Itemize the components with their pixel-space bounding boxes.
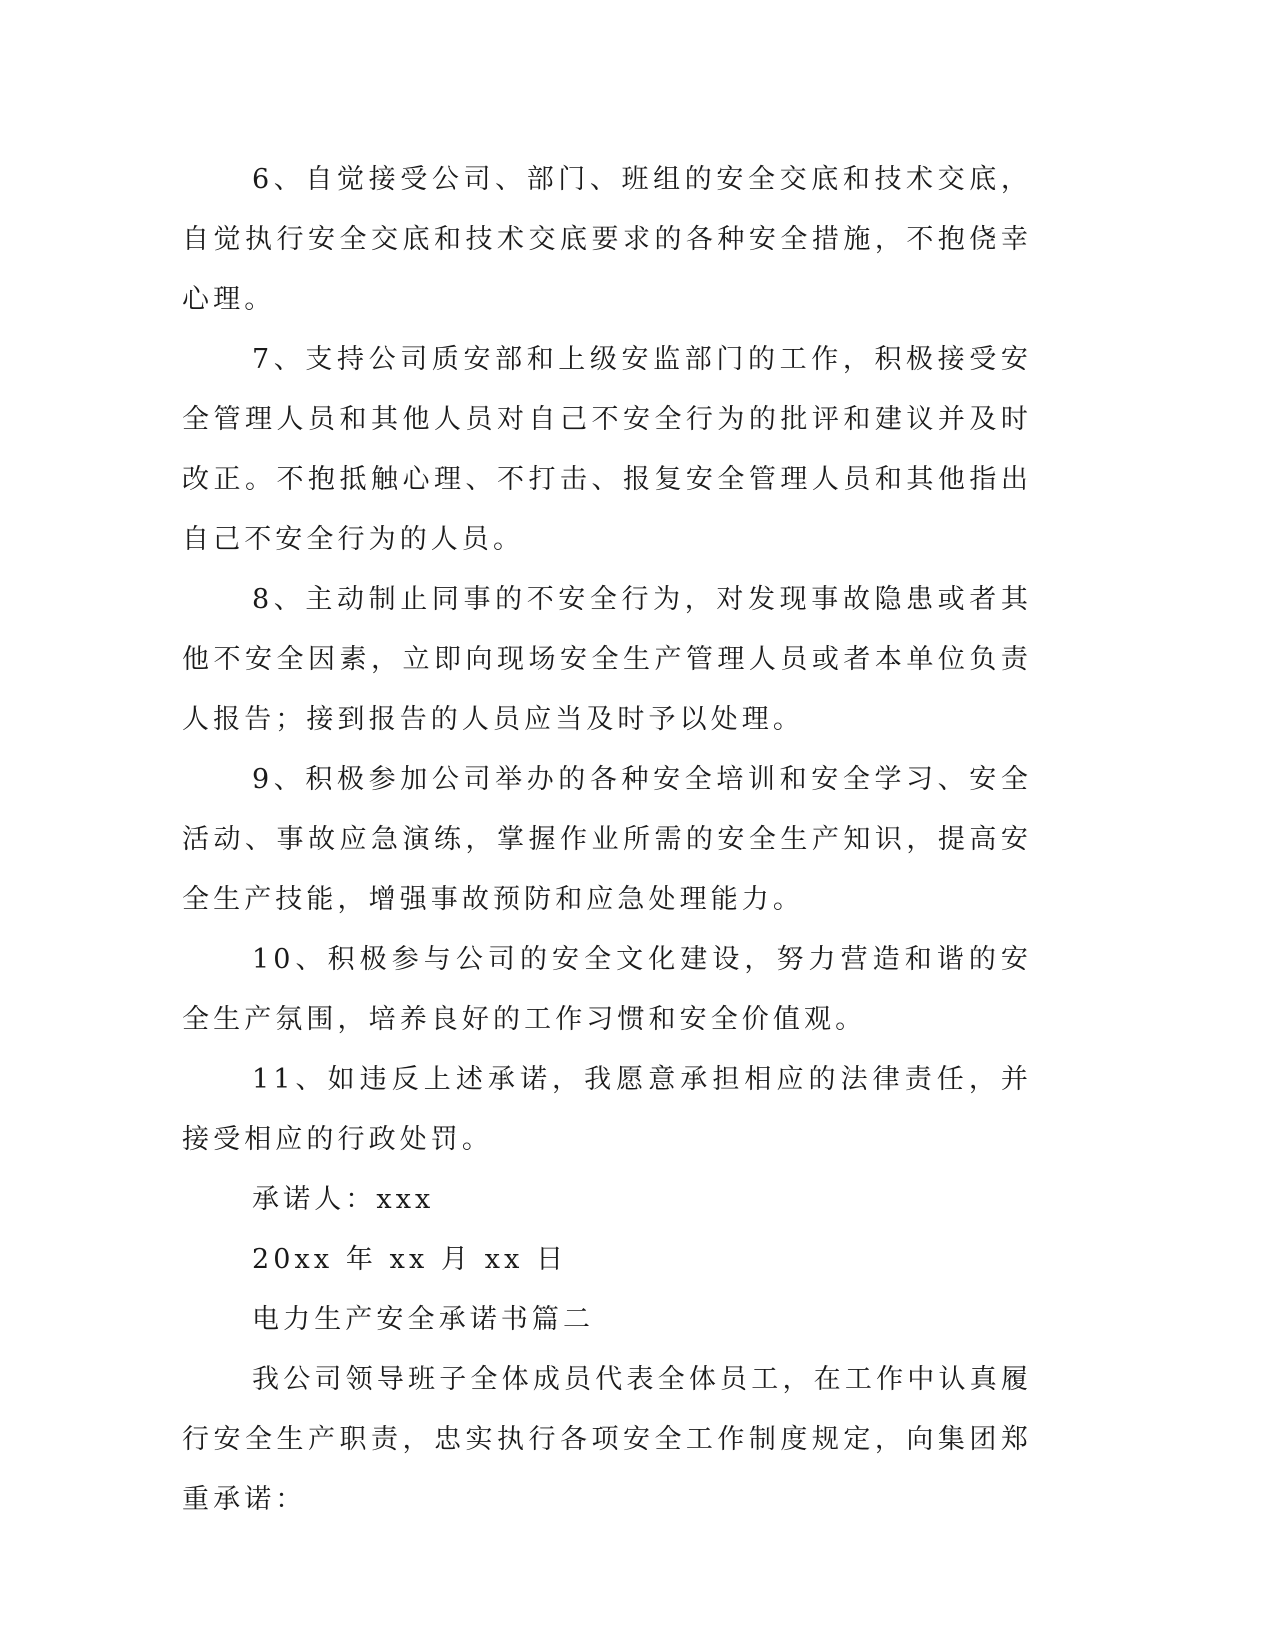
commitment-item-10: 10、积极参与公司的安全文化建设，努力营造和谐的安全生产氛围，培养良好的工作习惯和安全价值观。 (182, 944, 1032, 1035)
signer-line: 承诺人：xxx (252, 1184, 435, 1215)
commitment-item-7: 7、支持公司质安部和上级安监部门的工作，积极接受安全管理人员和其他人员对自己不安全行为的批评和建议并及时改正。不抱抵触心理、不打击、报复安全管理人员和其他指出自己不安全行为的人员。 (182, 344, 1032, 555)
commitment-item-9: 9、积极参加公司举办的各种安全培训和安全学习、安全活动、事故应急演练，掌握作业所需的安全生产知识，提高安全生产技能，增强事故预防和应急处理能力。 (182, 764, 1032, 915)
section-title: 电力生产安全承诺书篇二 (252, 1304, 595, 1335)
commitment-item-6: 6、自觉接受公司、部门、班组的安全交底和技术交底，自觉执行安全交底和技术交底要求的各种安全措施，不抱侥幸心理。 (182, 164, 1032, 315)
date-line: 20xx 年 xx 月 xx 日 (252, 1244, 568, 1275)
commitment-item-8: 8、主动制止同事的不安全行为，对发现事故隐患或者其他不安全因素，立即向现场安全生产管理人员或者本单位负责人报告；接到报告的人员应当及时予以处理。 (182, 584, 1032, 735)
section-intro-paragraph: 我公司领导班子全体成员代表全体员工，在工作中认真履行安全生产职责，忠实执行各项安全工作制度规定，向集团郑重承诺： (182, 1364, 1032, 1515)
commitment-item-11: 11、如违反上述承诺，我愿意承担相应的法律责任，并接受相应的行政处罚。 (182, 1064, 1032, 1155)
document-body (182, 150, 1032, 1530)
